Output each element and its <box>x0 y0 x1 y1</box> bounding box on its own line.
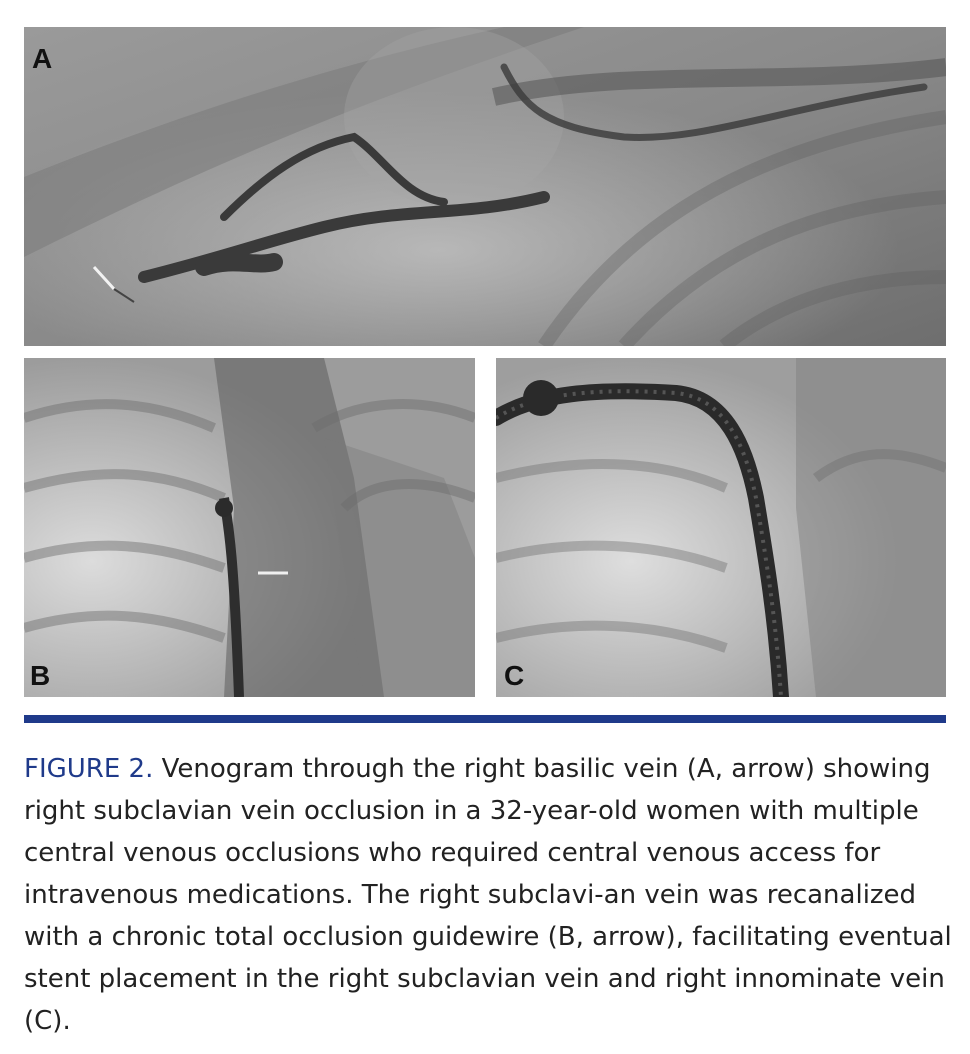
panel-b-venogram-image <box>24 358 475 697</box>
figure-caption <box>24 748 954 1042</box>
panel-b-xray <box>24 358 475 697</box>
panel-c-letter: C <box>504 660 525 691</box>
panel-a-venogram-image <box>24 27 946 346</box>
panel-a-xray <box>24 27 946 346</box>
caption-text: Venogram through the right basilic vein (A, arrow) showing right subclavian vein occlusion in a 32-year-old women with multiple central venous occlusions who required central venous access for intravenous medications. The right subclavi-an vein was recanalized with a chronic total occlusion guidewire (B, arrow), facilitating eventual stent placement in the right subclavian vein and right innominate vein (C). <box>24 754 952 1036</box>
figure-label: FIGURE 2. <box>24 754 154 784</box>
caption-divider <box>24 715 946 723</box>
panel-b-letter: B <box>30 660 51 691</box>
panel-c-xray <box>496 358 946 697</box>
panel-a-letter: A <box>32 43 53 74</box>
panel-c-venogram-image <box>496 358 946 697</box>
